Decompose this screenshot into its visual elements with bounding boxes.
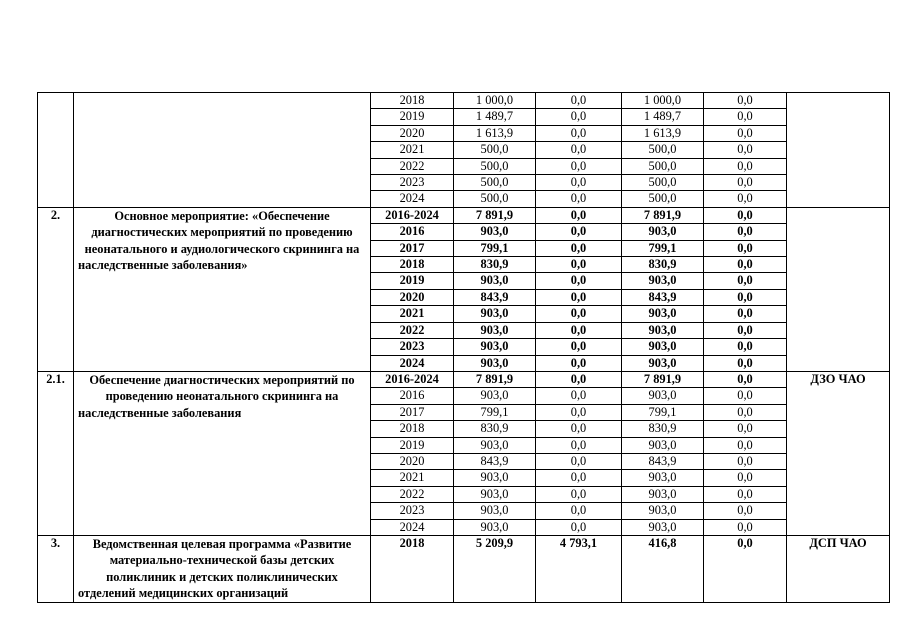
source-3-amount-cell: 0,0 [704, 355, 787, 371]
source-3-amount-cell: 0,0 [704, 191, 787, 207]
source-1-amount-cell: 0,0 [536, 273, 622, 289]
source-1-amount-cell: 0,0 [536, 404, 622, 420]
source-3-amount-cell: 0,0 [704, 109, 787, 125]
source-2-amount-cell: 903,0 [622, 519, 704, 535]
source-3-amount-cell: 0,0 [704, 453, 787, 469]
source-2-amount-cell: 903,0 [622, 388, 704, 404]
source-1-amount-cell: 0,0 [536, 371, 622, 387]
source-2-amount-cell: 903,0 [622, 224, 704, 240]
source-2-amount-cell: 799,1 [622, 240, 704, 256]
source-1-amount-cell: 4 793,1 [536, 535, 622, 602]
total-amount-cell: 903,0 [454, 355, 536, 371]
source-1-amount-cell: 0,0 [536, 519, 622, 535]
activity-name-cell: Ведомственная целевая программа «Развитие материально-технической базы детских поликлиник и детских поликлинических отделений медицинских организаций [74, 535, 371, 602]
total-amount-cell: 843,9 [454, 453, 536, 469]
program-funding-table [37, 92, 890, 603]
source-3-amount-cell: 0,0 [704, 207, 787, 223]
year-cell: 2023 [371, 503, 454, 519]
source-2-amount-cell: 416,8 [622, 535, 704, 602]
total-amount-cell: 500,0 [454, 175, 536, 191]
year-cell: 2021 [371, 142, 454, 158]
source-3-amount-cell: 0,0 [704, 175, 787, 191]
source-3-amount-cell: 0,0 [704, 421, 787, 437]
year-cell: 2020 [371, 125, 454, 141]
source-1-amount-cell: 0,0 [536, 158, 622, 174]
activity-name-cell: Обеспечение диагностических мероприятий по проведению неонатального скрининга на наследственные заболевания [74, 371, 371, 535]
source-1-amount-cell: 0,0 [536, 207, 622, 223]
row-number-cell: 3. [38, 535, 74, 602]
total-amount-cell: 1 613,9 [454, 125, 536, 141]
source-1-amount-cell: 0,0 [536, 306, 622, 322]
source-1-amount-cell: 0,0 [536, 503, 622, 519]
total-amount-cell: 500,0 [454, 158, 536, 174]
source-1-amount-cell: 0,0 [536, 109, 622, 125]
year-cell: 2023 [371, 175, 454, 191]
source-2-amount-cell: 1 613,9 [622, 125, 704, 141]
year-cell: 2019 [371, 109, 454, 125]
year-cell: 2022 [371, 158, 454, 174]
source-1-amount-cell: 0,0 [536, 453, 622, 469]
responsible-executor-cell [787, 93, 890, 208]
source-2-amount-cell: 903,0 [622, 470, 704, 486]
source-1-amount-cell: 0,0 [536, 355, 622, 371]
year-cell: 2016-2024 [371, 371, 454, 387]
table-row [38, 93, 890, 109]
year-cell: 2024 [371, 355, 454, 371]
total-amount-cell: 830,9 [454, 257, 536, 273]
year-cell: 2023 [371, 339, 454, 355]
row-number-cell: 2.1. [38, 371, 74, 535]
total-amount-cell: 903,0 [454, 470, 536, 486]
total-amount-cell: 830,9 [454, 421, 536, 437]
source-2-amount-cell: 7 891,9 [622, 207, 704, 223]
source-2-amount-cell: 903,0 [622, 339, 704, 355]
source-2-amount-cell: 830,9 [622, 421, 704, 437]
total-amount-cell: 903,0 [454, 437, 536, 453]
source-2-amount-cell: 903,0 [622, 503, 704, 519]
source-1-amount-cell: 0,0 [536, 421, 622, 437]
source-2-amount-cell: 830,9 [622, 257, 704, 273]
source-2-amount-cell: 500,0 [622, 142, 704, 158]
source-1-amount-cell: 0,0 [536, 224, 622, 240]
source-3-amount-cell: 0,0 [704, 93, 787, 109]
activity-name-cell: Основное мероприятие: «Обеспечение диагностических мероприятий по проведению неонатального и аудиологического скрининга на наследственные заболевания» [74, 207, 371, 371]
year-cell: 2019 [371, 437, 454, 453]
source-2-amount-cell: 903,0 [622, 322, 704, 338]
total-amount-cell: 1 000,0 [454, 93, 536, 109]
source-2-amount-cell: 843,9 [622, 289, 704, 305]
total-amount-cell: 843,9 [454, 289, 536, 305]
source-3-amount-cell: 0,0 [704, 371, 787, 387]
source-2-amount-cell: 843,9 [622, 453, 704, 469]
year-cell: 2022 [371, 486, 454, 502]
total-amount-cell: 1 489,7 [454, 109, 536, 125]
source-2-amount-cell: 903,0 [622, 306, 704, 322]
source-1-amount-cell: 0,0 [536, 257, 622, 273]
year-cell: 2017 [371, 404, 454, 420]
total-amount-cell: 903,0 [454, 322, 536, 338]
source-3-amount-cell: 0,0 [704, 404, 787, 420]
responsible-executor-cell: ДСП ЧАО [787, 535, 890, 602]
source-1-amount-cell: 0,0 [536, 388, 622, 404]
source-2-amount-cell: 500,0 [622, 175, 704, 191]
source-3-amount-cell: 0,0 [704, 339, 787, 355]
source-3-amount-cell: 0,0 [704, 470, 787, 486]
source-2-amount-cell: 903,0 [622, 273, 704, 289]
row-number-cell [38, 93, 74, 208]
source-2-amount-cell: 500,0 [622, 191, 704, 207]
source-2-amount-cell: 500,0 [622, 158, 704, 174]
year-cell: 2021 [371, 470, 454, 486]
source-3-amount-cell: 0,0 [704, 142, 787, 158]
total-amount-cell: 799,1 [454, 240, 536, 256]
responsible-executor-cell [787, 207, 890, 371]
year-cell: 2024 [371, 191, 454, 207]
source-1-amount-cell: 0,0 [536, 437, 622, 453]
total-amount-cell: 903,0 [454, 388, 536, 404]
source-1-amount-cell: 0,0 [536, 470, 622, 486]
source-2-amount-cell: 799,1 [622, 404, 704, 420]
total-amount-cell: 903,0 [454, 339, 536, 355]
total-amount-cell: 903,0 [454, 273, 536, 289]
table-row [38, 207, 890, 223]
source-1-amount-cell: 0,0 [536, 240, 622, 256]
total-amount-cell: 799,1 [454, 404, 536, 420]
source-1-amount-cell: 0,0 [536, 191, 622, 207]
year-cell: 2020 [371, 289, 454, 305]
source-3-amount-cell: 0,0 [704, 437, 787, 453]
responsible-executor-cell: ДЗО ЧАО [787, 371, 890, 535]
source-1-amount-cell: 0,0 [536, 175, 622, 191]
year-cell: 2016 [371, 388, 454, 404]
total-amount-cell: 903,0 [454, 224, 536, 240]
source-3-amount-cell: 0,0 [704, 257, 787, 273]
source-3-amount-cell: 0,0 [704, 388, 787, 404]
source-3-amount-cell: 0,0 [704, 125, 787, 141]
source-3-amount-cell: 0,0 [704, 224, 787, 240]
source-3-amount-cell: 0,0 [704, 535, 787, 602]
source-1-amount-cell: 0,0 [536, 142, 622, 158]
source-3-amount-cell: 0,0 [704, 158, 787, 174]
year-cell: 2024 [371, 519, 454, 535]
source-1-amount-cell: 0,0 [536, 125, 622, 141]
total-amount-cell: 903,0 [454, 306, 536, 322]
year-cell: 2020 [371, 453, 454, 469]
year-cell: 2021 [371, 306, 454, 322]
source-2-amount-cell: 903,0 [622, 486, 704, 502]
row-number-cell: 2. [38, 207, 74, 371]
table-body [38, 93, 890, 603]
year-cell: 2018 [371, 421, 454, 437]
source-1-amount-cell: 0,0 [536, 339, 622, 355]
total-amount-cell: 903,0 [454, 519, 536, 535]
source-2-amount-cell: 1 000,0 [622, 93, 704, 109]
year-cell: 2018 [371, 535, 454, 602]
source-1-amount-cell: 0,0 [536, 322, 622, 338]
total-amount-cell: 500,0 [454, 191, 536, 207]
year-cell: 2016-2024 [371, 207, 454, 223]
source-2-amount-cell: 903,0 [622, 437, 704, 453]
source-3-amount-cell: 0,0 [704, 503, 787, 519]
year-cell: 2019 [371, 273, 454, 289]
total-amount-cell: 500,0 [454, 142, 536, 158]
source-3-amount-cell: 0,0 [704, 240, 787, 256]
source-1-amount-cell: 0,0 [536, 93, 622, 109]
total-amount-cell: 7 891,9 [454, 371, 536, 387]
source-2-amount-cell: 903,0 [622, 355, 704, 371]
source-2-amount-cell: 1 489,7 [622, 109, 704, 125]
source-3-amount-cell: 0,0 [704, 289, 787, 305]
total-amount-cell: 7 891,9 [454, 207, 536, 223]
year-cell: 2022 [371, 322, 454, 338]
total-amount-cell: 5 209,9 [454, 535, 536, 602]
year-cell: 2017 [371, 240, 454, 256]
source-2-amount-cell: 7 891,9 [622, 371, 704, 387]
source-3-amount-cell: 0,0 [704, 519, 787, 535]
total-amount-cell: 903,0 [454, 503, 536, 519]
source-3-amount-cell: 0,0 [704, 322, 787, 338]
table-row [38, 371, 890, 387]
source-3-amount-cell: 0,0 [704, 273, 787, 289]
source-3-amount-cell: 0,0 [704, 486, 787, 502]
table-row [38, 535, 890, 602]
year-cell: 2018 [371, 93, 454, 109]
source-1-amount-cell: 0,0 [536, 486, 622, 502]
year-cell: 2018 [371, 257, 454, 273]
source-1-amount-cell: 0,0 [536, 289, 622, 305]
total-amount-cell: 903,0 [454, 486, 536, 502]
source-3-amount-cell: 0,0 [704, 306, 787, 322]
activity-name-cell [74, 93, 371, 208]
year-cell: 2016 [371, 224, 454, 240]
